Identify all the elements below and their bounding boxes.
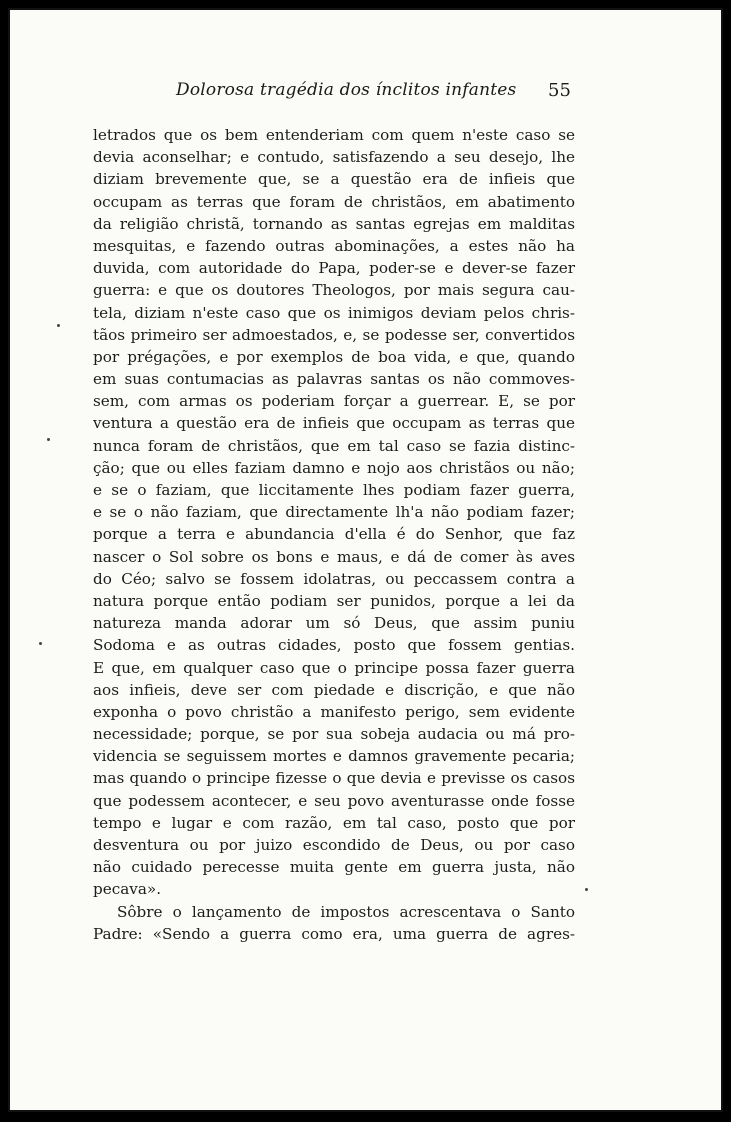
text-line: não cuidado perecesse muita gente em guerra justa, não	[93, 858, 575, 877]
text-line: mas quando o principe fizesse o que devia e previsse os casos	[93, 769, 575, 788]
text-line: em suas contumacias as palavras santas os não commoves-	[93, 370, 575, 389]
running-title: Dolorosa tragédia dos ínclitos infantes	[176, 80, 517, 100]
text-line: tela, diziam n'este caso que os inimigos deviam pelos chris-	[93, 303, 575, 322]
text-line: mesquitas, e fazendo outras abominações, a estes não ha	[93, 236, 575, 255]
text-line: videncia se seguissem mortes e damnos gravemente pecaria;	[93, 747, 575, 766]
text-line: ção; que ou elles faziam damno e nojo aos christãos ou não;	[93, 458, 575, 477]
text-line: aos infieis, deve ser com piedade e discrição, e que não	[93, 680, 575, 699]
body-text	[93, 124, 575, 945]
text-line: exponha o povo christão a manifesto perigo, sem evidente	[93, 702, 575, 721]
scan-speck	[585, 888, 588, 891]
text-line: duvida, com autoridade do Papa, poder-se e dever-se fazer	[93, 259, 575, 278]
text-line: por prégações, e por exemplos de boa vida, e que, quando	[93, 347, 575, 366]
text-line: diziam brevemente que, se a questão era de infieis que	[93, 170, 575, 189]
text-line: nascer o Sol sobre os bons e maus, e dá de comer às aves	[93, 547, 575, 566]
text-line: necessidade; porque, se por sua sobeja audacia ou má pro-	[93, 725, 575, 744]
text-line: natureza manda adorar um só Deus, que assim puniu	[93, 614, 575, 633]
text-line: do Céo; salvo se fossem idolatras, ou peccassem contra a	[93, 569, 575, 588]
text-line: natura porque então podiam ser punidos, porque a lei da	[93, 591, 575, 610]
text-line: e se o faziam, que liccitamente lhes podiam fazer guerra,	[93, 481, 575, 499]
text-line: nunca foram de christãos, que em tal caso se fazia distinc-	[93, 436, 575, 455]
text-line: letrados que os bem entenderiam com quem n'este caso se	[93, 126, 575, 144]
text-line: ventura a questão era de infieis que occupam as terras que	[93, 414, 575, 433]
text-line: porque a terra e abundancia d'ella é do Senhor, que faz	[93, 525, 575, 544]
text-line: da religião christã, tornando as santas egrejas em malditas	[93, 214, 575, 233]
text-line: e se o não faziam, que directamente lh'a não podiam fazer;	[93, 503, 575, 522]
text-line: Padre: «Sendo a guerra como era, uma guerra de agres-	[93, 924, 575, 943]
scan-speck	[47, 438, 50, 441]
text-line: guerra: e que os doutores Theologos, por mais segura cau-	[93, 281, 575, 300]
text-line-paragraph-start: Sôbre o lançamento de impostos acrescentava o Santo	[117, 902, 575, 921]
text-line: E que, em qualquer caso que o principe possa fazer guerra	[93, 658, 575, 677]
text-line: tempo e lugar e com razão, em tal caso, posto que por	[93, 813, 575, 832]
text-line: desventura ou por juizo escondido de Deus, ou por caso	[93, 836, 575, 854]
text-line: sem, com armas os poderiam forçar a guerrear. E, se por	[93, 392, 575, 411]
page-header	[10, 80, 725, 104]
book-page	[8, 8, 723, 1112]
scan-speck	[39, 642, 42, 645]
page-number: 55	[548, 80, 571, 101]
text-line: que podessem acontecer, e seu povo aventurasse onde fosse	[93, 791, 575, 810]
text-line-paragraph-end: pecava».	[93, 880, 162, 899]
text-line: Sodoma e as outras cidades, posto que fossem gentias.	[93, 636, 575, 655]
scan-speck	[57, 324, 60, 327]
text-line: tãos primeiro ser admoestados, e, se podesse ser, convertidos	[93, 325, 575, 344]
text-line: devia aconselhar; e contudo, satisfazendo a seu desejo, lhe	[93, 148, 575, 167]
text-line: occupam as terras que foram de christãos, em abatimento	[93, 192, 575, 211]
